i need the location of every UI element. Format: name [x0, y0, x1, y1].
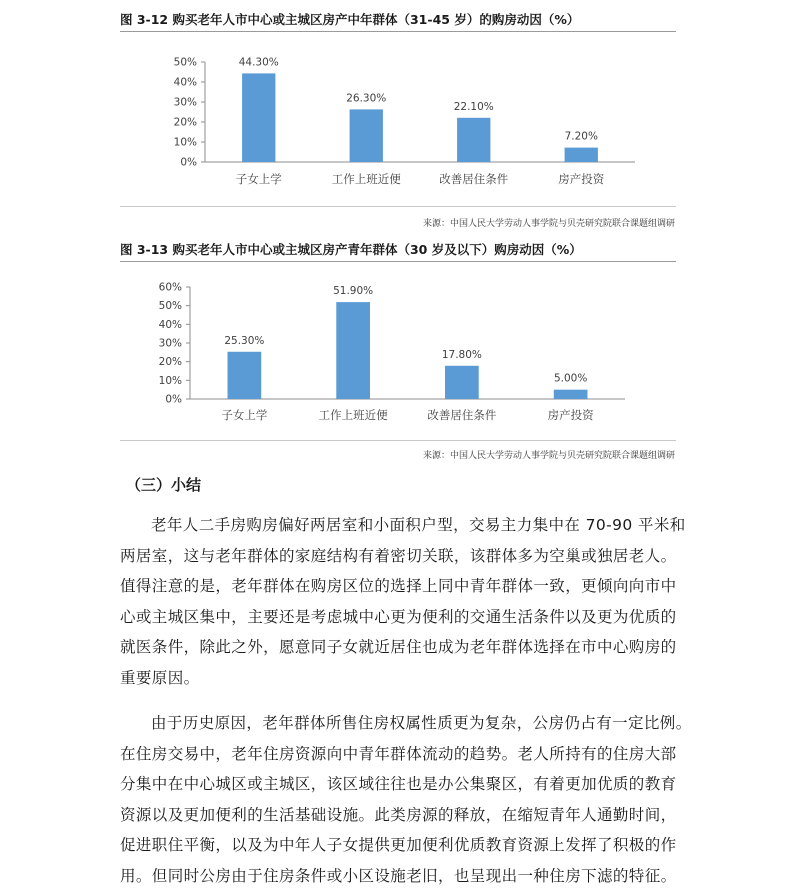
bar: [554, 390, 588, 399]
bar-data-label: 7.20%: [564, 130, 598, 143]
figure-2-top-rule: [120, 261, 676, 262]
paragraph-line: 由于历史原因，老年群体所售住房权属性质更为复杂，公房仍占有一定比例。: [151, 714, 692, 732]
paragraph-line: 心或主城区集中，主要还是考虑城中心更为便利的交通生活条件以及更为优质的: [120, 607, 677, 626]
section-heading: （三）小结: [126, 476, 202, 494]
bar-data-label: 5.00%: [553, 372, 588, 385]
paragraph-line: 促进职住平衡，以及为中年人子女提供更加便利优质教育资源上发挥了积极的作: [120, 836, 677, 854]
x-category-label: 房产投资: [558, 172, 605, 186]
y-tick-label: 40%: [158, 318, 182, 331]
paragraph-line: 资源以及更加便利的生活基础设施。此类房源的释放，在缩短青年人通勤时间，: [120, 805, 677, 824]
y-tick-label: 20%: [173, 116, 197, 129]
figure-2-bottom-rule: [120, 440, 676, 441]
paragraph-line: 就医条件，除此之外，愿意同子女就近居住也成为老年群体选择在市中心购房的: [120, 638, 677, 656]
figure-1-bottom-rule: [120, 206, 676, 207]
x-category-label: 房产投资: [547, 408, 594, 422]
bar-data-label: 26.30%: [346, 92, 387, 105]
y-tick-label: 50%: [158, 300, 182, 313]
bar: [350, 109, 383, 162]
y-tick-label: 60%: [158, 281, 182, 294]
y-tick-label: 10%: [173, 136, 197, 149]
y-tick-label: 0%: [180, 156, 197, 169]
y-tick-label: 10%: [158, 374, 182, 387]
figure-2-title: 图 3-13 购买老年人市中心或主城区房产青年群体（30 岁及以下）购房动因（%）: [120, 242, 582, 257]
bar-data-label: 22.10%: [453, 100, 494, 113]
bar: [565, 148, 598, 162]
bar-data-label: 25.30%: [224, 334, 265, 347]
figure-1-source: 来源：中国人民大学劳动人事学院与贝壳研究院联合课题组调研: [422, 219, 675, 229]
figure-2-bar-chart: [120, 266, 676, 436]
y-tick-label: 0%: [165, 393, 182, 406]
bar: [336, 302, 370, 399]
x-category-label: 子女上学: [221, 408, 268, 422]
x-category-label: 改善居住条件: [427, 408, 497, 422]
figure-1-top-rule: [120, 31, 676, 32]
paragraph-2: [120, 708, 692, 891]
paragraph-line: 在住房交易中，老年住房资源向中青年群体流动的趋势。老人所持有的住房大部: [120, 744, 677, 763]
bar-data-label: 44.30%: [238, 56, 279, 69]
x-category-label: 工作上班近便: [318, 408, 388, 422]
paragraph-line: 分集中在中心城区或主城区，该区域往往也是办公集聚区，有着更加优质的教育: [120, 775, 677, 793]
bar-data-label: 51.90%: [333, 285, 374, 298]
bar: [445, 366, 479, 399]
y-tick-label: 20%: [158, 356, 182, 369]
figure-1-bar-chart: [120, 36, 676, 201]
y-tick-label: 30%: [158, 337, 182, 350]
paragraph-line: 重要原因。: [120, 668, 200, 687]
bar-data-label: 17.80%: [441, 348, 482, 361]
x-category-label: 工作上班近便: [331, 172, 401, 186]
y-tick-label: 40%: [173, 76, 197, 89]
x-category-label: 改善居住条件: [439, 172, 509, 186]
x-category-label: 子女上学: [235, 172, 282, 186]
bar: [228, 352, 262, 399]
paragraph-line: 值得注意的是，老年群体在购房区位的选择上同中青年群体一致，更倾向向市中: [120, 577, 677, 595]
paragraph-line: 老年人二手房购房偏好两居室和小面积户型，交易主力集中在 70-90 平米和: [151, 516, 686, 534]
paragraph-line: 用。但同时公房由于住房条件或小区设施老旧，也呈现出一种住房下滤的特征。: [120, 866, 677, 885]
figure-1-title: 图 3-12 购买老年人市中心或主城区房产中年群体（31-45 岁）的购房动因（%）: [120, 12, 580, 27]
bar: [457, 118, 490, 162]
paragraph-line: 两居室，这与老年群体的家庭结构有着密切关联，该群体多为空巢或独居老人。: [120, 546, 677, 565]
paragraph-1: [120, 510, 686, 693]
bar: [242, 73, 275, 162]
y-tick-label: 50%: [173, 56, 197, 69]
figure-2-source: 来源：中国人民大学劳动人事学院与贝壳研究院联合课题组调研: [422, 451, 675, 461]
y-tick-label: 30%: [173, 96, 197, 109]
